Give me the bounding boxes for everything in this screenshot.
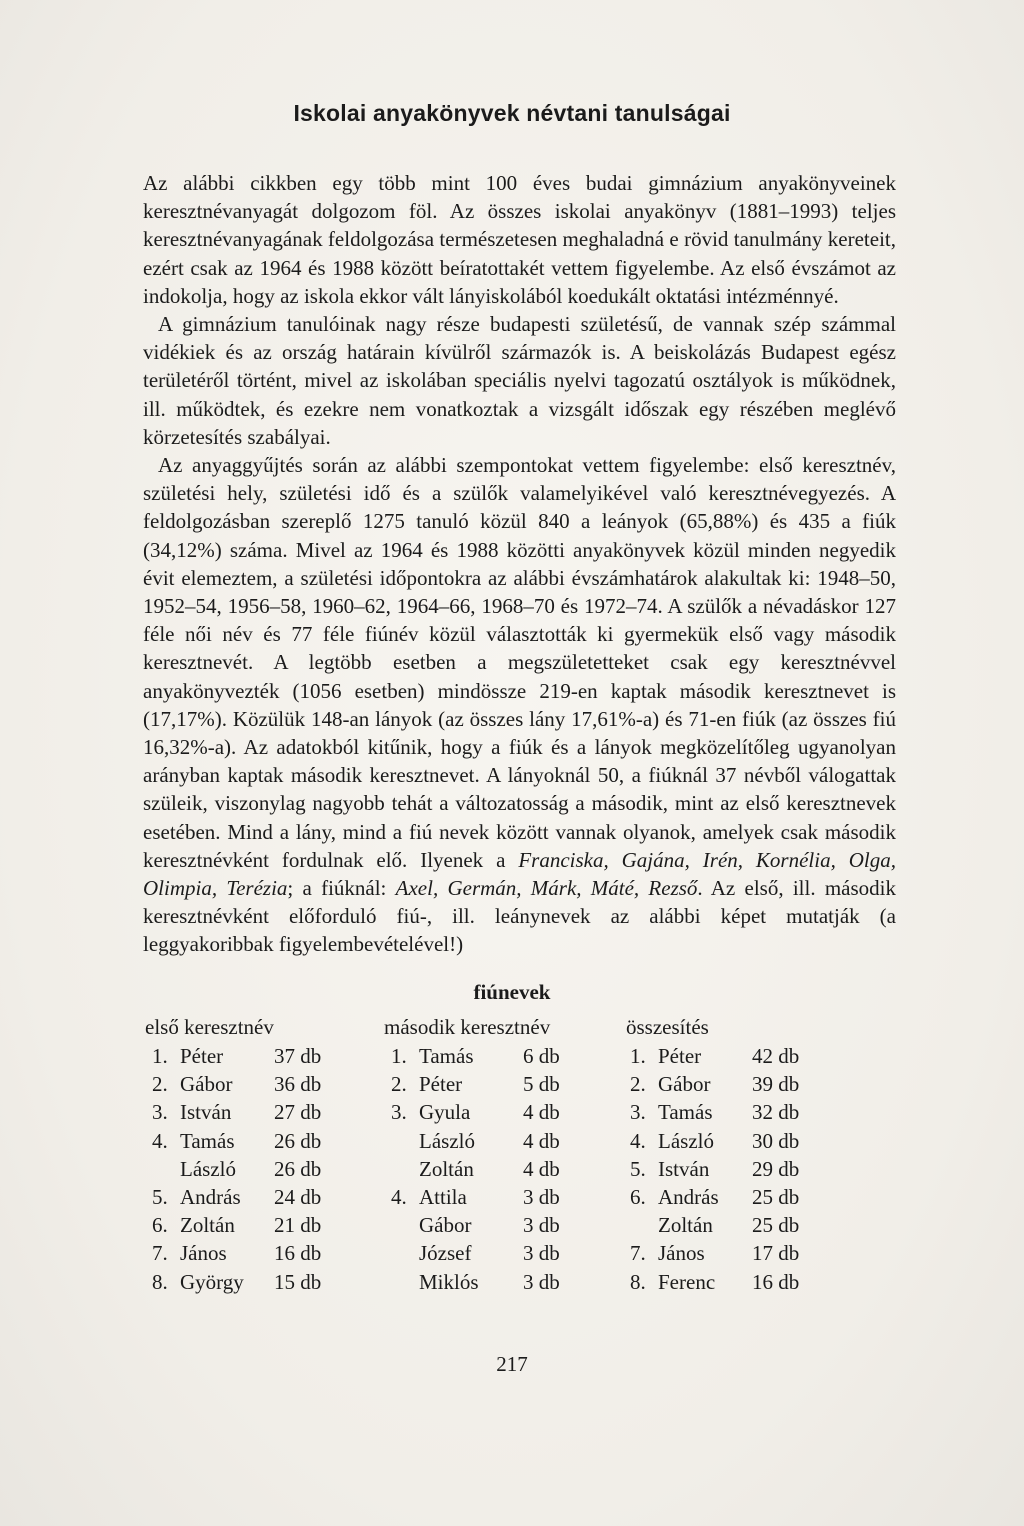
count: 32 db bbox=[752, 1100, 800, 1125]
count: 37 db bbox=[274, 1044, 322, 1068]
rank: 4. bbox=[152, 1128, 168, 1153]
rank: 2. bbox=[391, 1072, 407, 1097]
text-segment: . Az első, ill. második keresztnévként előforduló fiú-, ill. leánynevek az alábbi képet mutatják (a leggyakoribbak figyelembevételével!) bbox=[143, 876, 896, 957]
name: László bbox=[658, 1128, 714, 1153]
text-segment: A gimnázium tanulóinak nagy része budapesti születésű, de vannak szép számmal vidékiek és az ország határain kívülről származók is. A beiskolázás Budapest egész területéről történt, mivel az iskolában speciális nyelvi tagozatú osztályok is működnek, ill. működtek, és ezekre nem vonatkoztak a vizsgált időszak egy részében meglévő körzetesítés szabályai. bbox=[143, 312, 896, 449]
rank: 7. bbox=[152, 1241, 168, 1266]
name: András bbox=[180, 1184, 241, 1209]
article-title: Iskolai anyakönyvek névtani tanulságai bbox=[293, 100, 731, 126]
count: 36 db bbox=[274, 1072, 322, 1097]
name: István bbox=[658, 1156, 710, 1181]
count: 17 db bbox=[752, 1241, 800, 1266]
text-segment: Az alábbi cikkben egy több mint 100 éves budai gimnázium anyakönyveinek keresztnévanyagát dolgozom föl. Az összes iskolai anyakönyv (1881–1993) teljes keresztnévanyagának feldolgozása természetesen meghaladná e rövid tanulmány kereteit, ezért csak az 1964 és 1988 között beíratottakét vettem figyelembe. Az első évszámot az indokolja, hogy az iskola ekkor vált lányiskolából koedukált oktatási intézménnyé. bbox=[143, 171, 896, 308]
table-row bbox=[630, 1098, 850, 1126]
table-row bbox=[152, 1127, 372, 1155]
count: 27 db bbox=[274, 1100, 322, 1125]
name: György bbox=[180, 1269, 244, 1294]
rank: 2. bbox=[630, 1072, 646, 1097]
table-row bbox=[152, 1098, 372, 1126]
name: Péter bbox=[419, 1072, 463, 1097]
table-row bbox=[391, 1070, 611, 1098]
count: 26 db bbox=[274, 1156, 322, 1181]
count: 25 db bbox=[752, 1213, 800, 1238]
table-row bbox=[630, 1127, 850, 1155]
column-heading-summary: összesítés bbox=[626, 1015, 709, 1039]
table-row bbox=[630, 1155, 850, 1183]
count: 15 db bbox=[274, 1269, 322, 1294]
count: 26 db bbox=[274, 1128, 322, 1153]
rank: 5. bbox=[152, 1184, 168, 1209]
rank: 3. bbox=[630, 1100, 646, 1125]
rank: 5. bbox=[630, 1156, 646, 1181]
name: Zoltán bbox=[419, 1156, 474, 1181]
rank: 2. bbox=[152, 1072, 168, 1097]
paragraph bbox=[143, 169, 896, 310]
name: László bbox=[419, 1128, 475, 1153]
name: Tamás bbox=[658, 1100, 713, 1125]
table-row bbox=[630, 1183, 850, 1211]
rank: 4. bbox=[630, 1128, 646, 1153]
rank: 1. bbox=[391, 1044, 407, 1068]
table-row bbox=[630, 1239, 850, 1267]
table-column-first-name bbox=[152, 1042, 372, 1296]
table-row bbox=[391, 1042, 611, 1070]
paragraph bbox=[143, 310, 896, 451]
count: 25 db bbox=[752, 1184, 800, 1209]
count: 30 db bbox=[752, 1128, 800, 1153]
paragraph bbox=[143, 451, 896, 959]
name: László bbox=[180, 1156, 236, 1181]
table-row bbox=[152, 1155, 372, 1183]
table-row bbox=[152, 1070, 372, 1098]
name: József bbox=[419, 1241, 472, 1266]
table-row bbox=[391, 1268, 611, 1296]
table-row bbox=[391, 1155, 611, 1183]
name: András bbox=[658, 1184, 719, 1209]
table-row bbox=[391, 1183, 611, 1211]
italic-text: Franciska, Gajána, Irén, Kornélia, Olga, Olimpia, Terézia bbox=[143, 847, 896, 901]
name: Gábor bbox=[658, 1072, 711, 1097]
name: János bbox=[658, 1241, 705, 1266]
table-row bbox=[630, 1211, 850, 1239]
rank: 3. bbox=[152, 1100, 168, 1125]
count: 42 db bbox=[752, 1044, 800, 1068]
count: 3 db bbox=[523, 1241, 560, 1266]
count: 4 db bbox=[523, 1156, 560, 1181]
table-row bbox=[152, 1268, 372, 1296]
table-row bbox=[391, 1098, 611, 1126]
count: 5 db bbox=[523, 1072, 560, 1097]
name: István bbox=[180, 1100, 232, 1125]
name: Zoltán bbox=[658, 1213, 713, 1238]
rank: 7. bbox=[630, 1241, 646, 1266]
column-heading-second-name: második keresztnév bbox=[384, 1015, 551, 1039]
name: Gábor bbox=[419, 1213, 472, 1238]
rank: 4. bbox=[391, 1184, 407, 1209]
count: 16 db bbox=[752, 1269, 800, 1294]
table-row bbox=[630, 1268, 850, 1296]
count: 4 db bbox=[523, 1100, 560, 1125]
column-heading-first-name: első keresztnév bbox=[145, 1015, 274, 1039]
table-row bbox=[152, 1211, 372, 1239]
count: 24 db bbox=[274, 1184, 322, 1209]
name: Péter bbox=[658, 1044, 702, 1068]
name: Miklós bbox=[419, 1269, 479, 1294]
table-column-second-name bbox=[391, 1042, 611, 1296]
table-row bbox=[630, 1042, 850, 1070]
table-row bbox=[152, 1183, 372, 1211]
rank: 3. bbox=[391, 1100, 407, 1125]
rank: 6. bbox=[630, 1184, 646, 1209]
count: 21 db bbox=[274, 1213, 322, 1238]
name: Attila bbox=[419, 1184, 467, 1209]
table-row bbox=[391, 1239, 611, 1267]
name: Tamás bbox=[419, 1044, 474, 1068]
rank: 6. bbox=[152, 1213, 168, 1238]
italic-text: Axel, Germán, Márk, Máté, Rezső bbox=[395, 876, 698, 901]
rank: 8. bbox=[152, 1269, 168, 1294]
name: Gábor bbox=[180, 1072, 233, 1097]
table-row bbox=[391, 1211, 611, 1239]
rank: 1. bbox=[630, 1044, 646, 1068]
name: Péter bbox=[180, 1044, 224, 1068]
table-column-summary bbox=[630, 1042, 850, 1296]
count: 3 db bbox=[523, 1213, 560, 1238]
table-row bbox=[152, 1239, 372, 1267]
count: 16 db bbox=[274, 1241, 322, 1266]
rank: 1. bbox=[152, 1044, 168, 1068]
table-row bbox=[152, 1042, 372, 1070]
count: 29 db bbox=[752, 1156, 800, 1181]
name: Zoltán bbox=[180, 1213, 235, 1238]
count: 3 db bbox=[523, 1269, 560, 1294]
text-segment: Az anyaggyűjtés során az alábbi szempontokat vettem figyelembe: első keresztnév, születési hely, születési idő és a szülők valamelyikével való keresztnévegyezés. A feldolgozásban szereplő 1275 tanuló közül 840 a leányok (65,88%) és 435 a fiúk (34,12%) száma. Mivel az 1964 és 1988 közötti anyakönyvek közül minden negyedik évit elemeztem, a születési időpontokra az alábbi évszámhatárok alakultak ki: 1948–50, 1952–54, 1956–58, 1960–62, 1964–66, 1968–70 és 1972–74. A szülők a névadáskor 127 féle női név és 77 féle fiúnév közül választották ki gyermekük első vagy második keresztnevét. A legtöbb esetben a megszületetteket csak egy keresztnévvel anyakönyvezték (1056 esetben) mindössze 219-en kaptak második keresztnevet is (17,17%). Közülük 148-an lányok (az összes lány 17,61%-a) és 71-en fiúk (az összes fiú 16,32%-a). Az adatokból kitűnik, hogy a fiúk és a lányok megközelítőleg ugyanolyan arányban kaptak második keresztnevet. A lányoknál 50, a fiúknál 37 névből válogattak szüleik, viszonylag nagyobb tehát a változatosság a második, mint az első keresztnevek esetében. Mind a lány, mind a fiú nevek között vannak olyanok, amelyek csak második keresztnévként fordulnak elő. Ilyenek a bbox=[143, 453, 896, 872]
name: Ferenc bbox=[658, 1269, 716, 1294]
article-body bbox=[143, 169, 896, 959]
table-row bbox=[391, 1127, 611, 1155]
page-number: 217 bbox=[496, 1352, 528, 1376]
rank: 8. bbox=[630, 1269, 646, 1294]
count: 39 db bbox=[752, 1072, 800, 1097]
count: 6 db bbox=[523, 1044, 560, 1068]
table-title: fiúnevek bbox=[473, 980, 551, 1004]
table-row bbox=[630, 1070, 850, 1098]
count: 3 db bbox=[523, 1184, 560, 1209]
name: János bbox=[180, 1241, 227, 1266]
count: 4 db bbox=[523, 1128, 560, 1153]
name: Tamás bbox=[180, 1128, 235, 1153]
text-segment: ; a fiúknál: bbox=[287, 876, 396, 901]
name: Gyula bbox=[419, 1100, 471, 1125]
